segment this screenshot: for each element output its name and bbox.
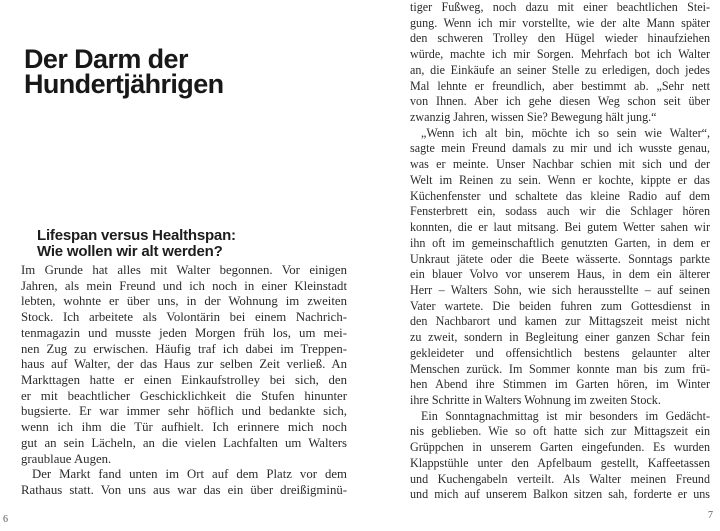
- text-line: den schweren Trolley den Hügel wieder hinaufziehen: [410, 31, 710, 46]
- text-line: er mit beachtlicher Geschicklichkeit die Stufen hinunter: [21, 388, 347, 403]
- text-line: Rathaus statt. Von uns aus war das ein über dreißigminü-: [21, 483, 347, 498]
- text-line: tiger Fußweg, noch dazu mit einer beachtlichen Stei-: [410, 0, 710, 14]
- text-line: Grüppchen in unserem Garten eingefunden. Es wurden: [410, 440, 710, 455]
- text-line: und Kuchengabeln verteilt. Als Walter meinen Freund: [410, 471, 710, 486]
- text-line: an, die Einkäufe an seiner Stelle zu erledigen, doch jedes: [410, 62, 710, 77]
- page-number-left: 6: [3, 514, 8, 525]
- text-line: Küchenfenster und schaltete das kleine Radio auf dem: [410, 188, 710, 203]
- text-line: Vater wartete. Die beiden fuhren zum Gottesdienst in: [410, 298, 710, 313]
- page-number-right: 7: [708, 510, 713, 521]
- text-line: Welt im Reinen zu sein. Wenn er kochte, kippte er das: [410, 172, 710, 187]
- text-line: Menschen zurück. Im Sommer konnte man bis zum frü-: [410, 361, 710, 376]
- text-line: Ein Sonntagnachmittag ist mir besonders im Gedächt-: [421, 408, 710, 423]
- text-line: ein blauer Volvo vor unserem Haus, in dem ein älterer: [410, 267, 710, 282]
- text-line: was er meinte. Unser Nachbar schien mit sich und der: [410, 157, 710, 172]
- text-line: gut an sein Lächeln, an die vielen Lachfalten um Walters: [21, 435, 347, 450]
- paragraph: [410, 409, 710, 503]
- chapter-title: [24, 44, 224, 99]
- paragraph: [410, 0, 710, 126]
- chapter-title-line: Der Darm der: [24, 44, 188, 74]
- text-line: Fensterbrett ein, sodass auch wir die Schlager hören: [410, 204, 710, 219]
- text-line: bugsierte. Er war immer sehr höflich und bedankte sich,: [21, 404, 347, 419]
- text-line: konnten, die er laut mitsang. Bei gutem Wetter sahen wir: [410, 220, 710, 235]
- text-line: nen Zug zu erwischen. Häufig traf ich dabei im Treppen-: [21, 341, 347, 356]
- text-line: lebten, wohnte er über uns, in der Wohnung im zweiten: [21, 294, 347, 309]
- paragraph: [21, 467, 347, 498]
- text-line: „Wenn ich alt bin, möchte ich so sein wie Walter“,: [421, 125, 710, 140]
- text-line: zu zweit, sondern in Begleitung einer ganzen Schar fein: [410, 330, 710, 345]
- chapter-title-line: Hundertjährigen: [24, 69, 224, 99]
- text-line: Markttagen hatte er einen Einkaufstrolley bei sich, den: [21, 373, 347, 388]
- text-line: ihre Schritte in Walters Wohnung im zweiten Stock.: [410, 392, 661, 407]
- paragraph: [21, 263, 347, 467]
- text-line: den Nachbarort und kamen zur Mittagszeit meist nicht: [410, 314, 710, 329]
- text-line: wenn ich ihm die Tür aufhielt. Ich erinnere mich noch: [21, 420, 347, 435]
- paragraph: [410, 126, 710, 409]
- text-line: graublaue Augen.: [21, 451, 112, 466]
- text-line: ihn oft im gemeinschaftlich genutzten Garten, in dem er: [410, 235, 710, 250]
- text-line: und mich auf unserem Balkon sitzen sah, forderte er uns: [410, 487, 710, 502]
- text-line: sagte mein Freund damals zu mir und ich wusste genau,: [410, 141, 710, 156]
- text-line: Klappstühle unter den Apfelbaum gestellt, Kaffeetassen: [410, 455, 710, 470]
- right-page-body-text: [410, 0, 710, 503]
- text-line: von Ihnen. Aber ich gehe diesen Weg schon seit über: [410, 94, 710, 109]
- text-line: nis geblieben. Wie so oft hatte sich zur Mittagszeit ein: [410, 424, 710, 439]
- text-line: Stock. Ich arbeitete als Volontärin bei einem Nachrich-: [21, 310, 347, 325]
- text-line: zwanzig Jahren, wissen Sie? Bewegung hält jung.“: [410, 110, 657, 125]
- text-line: Jahren, als mein Freund und ich noch in einer Kleinstadt: [21, 278, 347, 293]
- text-line: Mal lehnte er freundlich, aber bestimmt ab. „Sehr nett: [410, 78, 710, 93]
- text-line: Der Markt fand unten im Ort auf dem Platz vor dem: [32, 467, 347, 482]
- left-page-body-text: [21, 263, 347, 499]
- text-line: Im Grunde hat alles mit Walter begonnen. Vor einigen: [21, 263, 347, 277]
- text-line: würde, machte ich mir Sorgen. Mehrfach bot ich Walter: [410, 47, 710, 62]
- text-line: gekleideter und offensichtlich bestens gelaunter alter: [410, 345, 710, 360]
- text-line: hen Abend ihre Stimmen im Garten hören, im Winter: [410, 377, 710, 392]
- section-heading: [37, 228, 236, 260]
- text-line: Herr – Walters Sohn, wie sich herausstellte – auf seinen: [410, 282, 710, 297]
- section-heading-line: Wie wollen wir alt werden?: [37, 242, 223, 260]
- text-line: Unkraut jätete oder die Beete wässerte. Sonntags parkte: [410, 251, 710, 266]
- text-line: haus auf Walter, der das Haus zur selben Zeit verließ. An: [21, 357, 347, 372]
- section-heading-line: Lifespan versus Healthspan:: [37, 227, 236, 244]
- text-line: tenmagazin und musste jeden Morgen früh los, um mei-: [21, 325, 347, 340]
- text-line: gung. Wenn ich mir vorstellte, wie der alte Mann später: [410, 15, 710, 30]
